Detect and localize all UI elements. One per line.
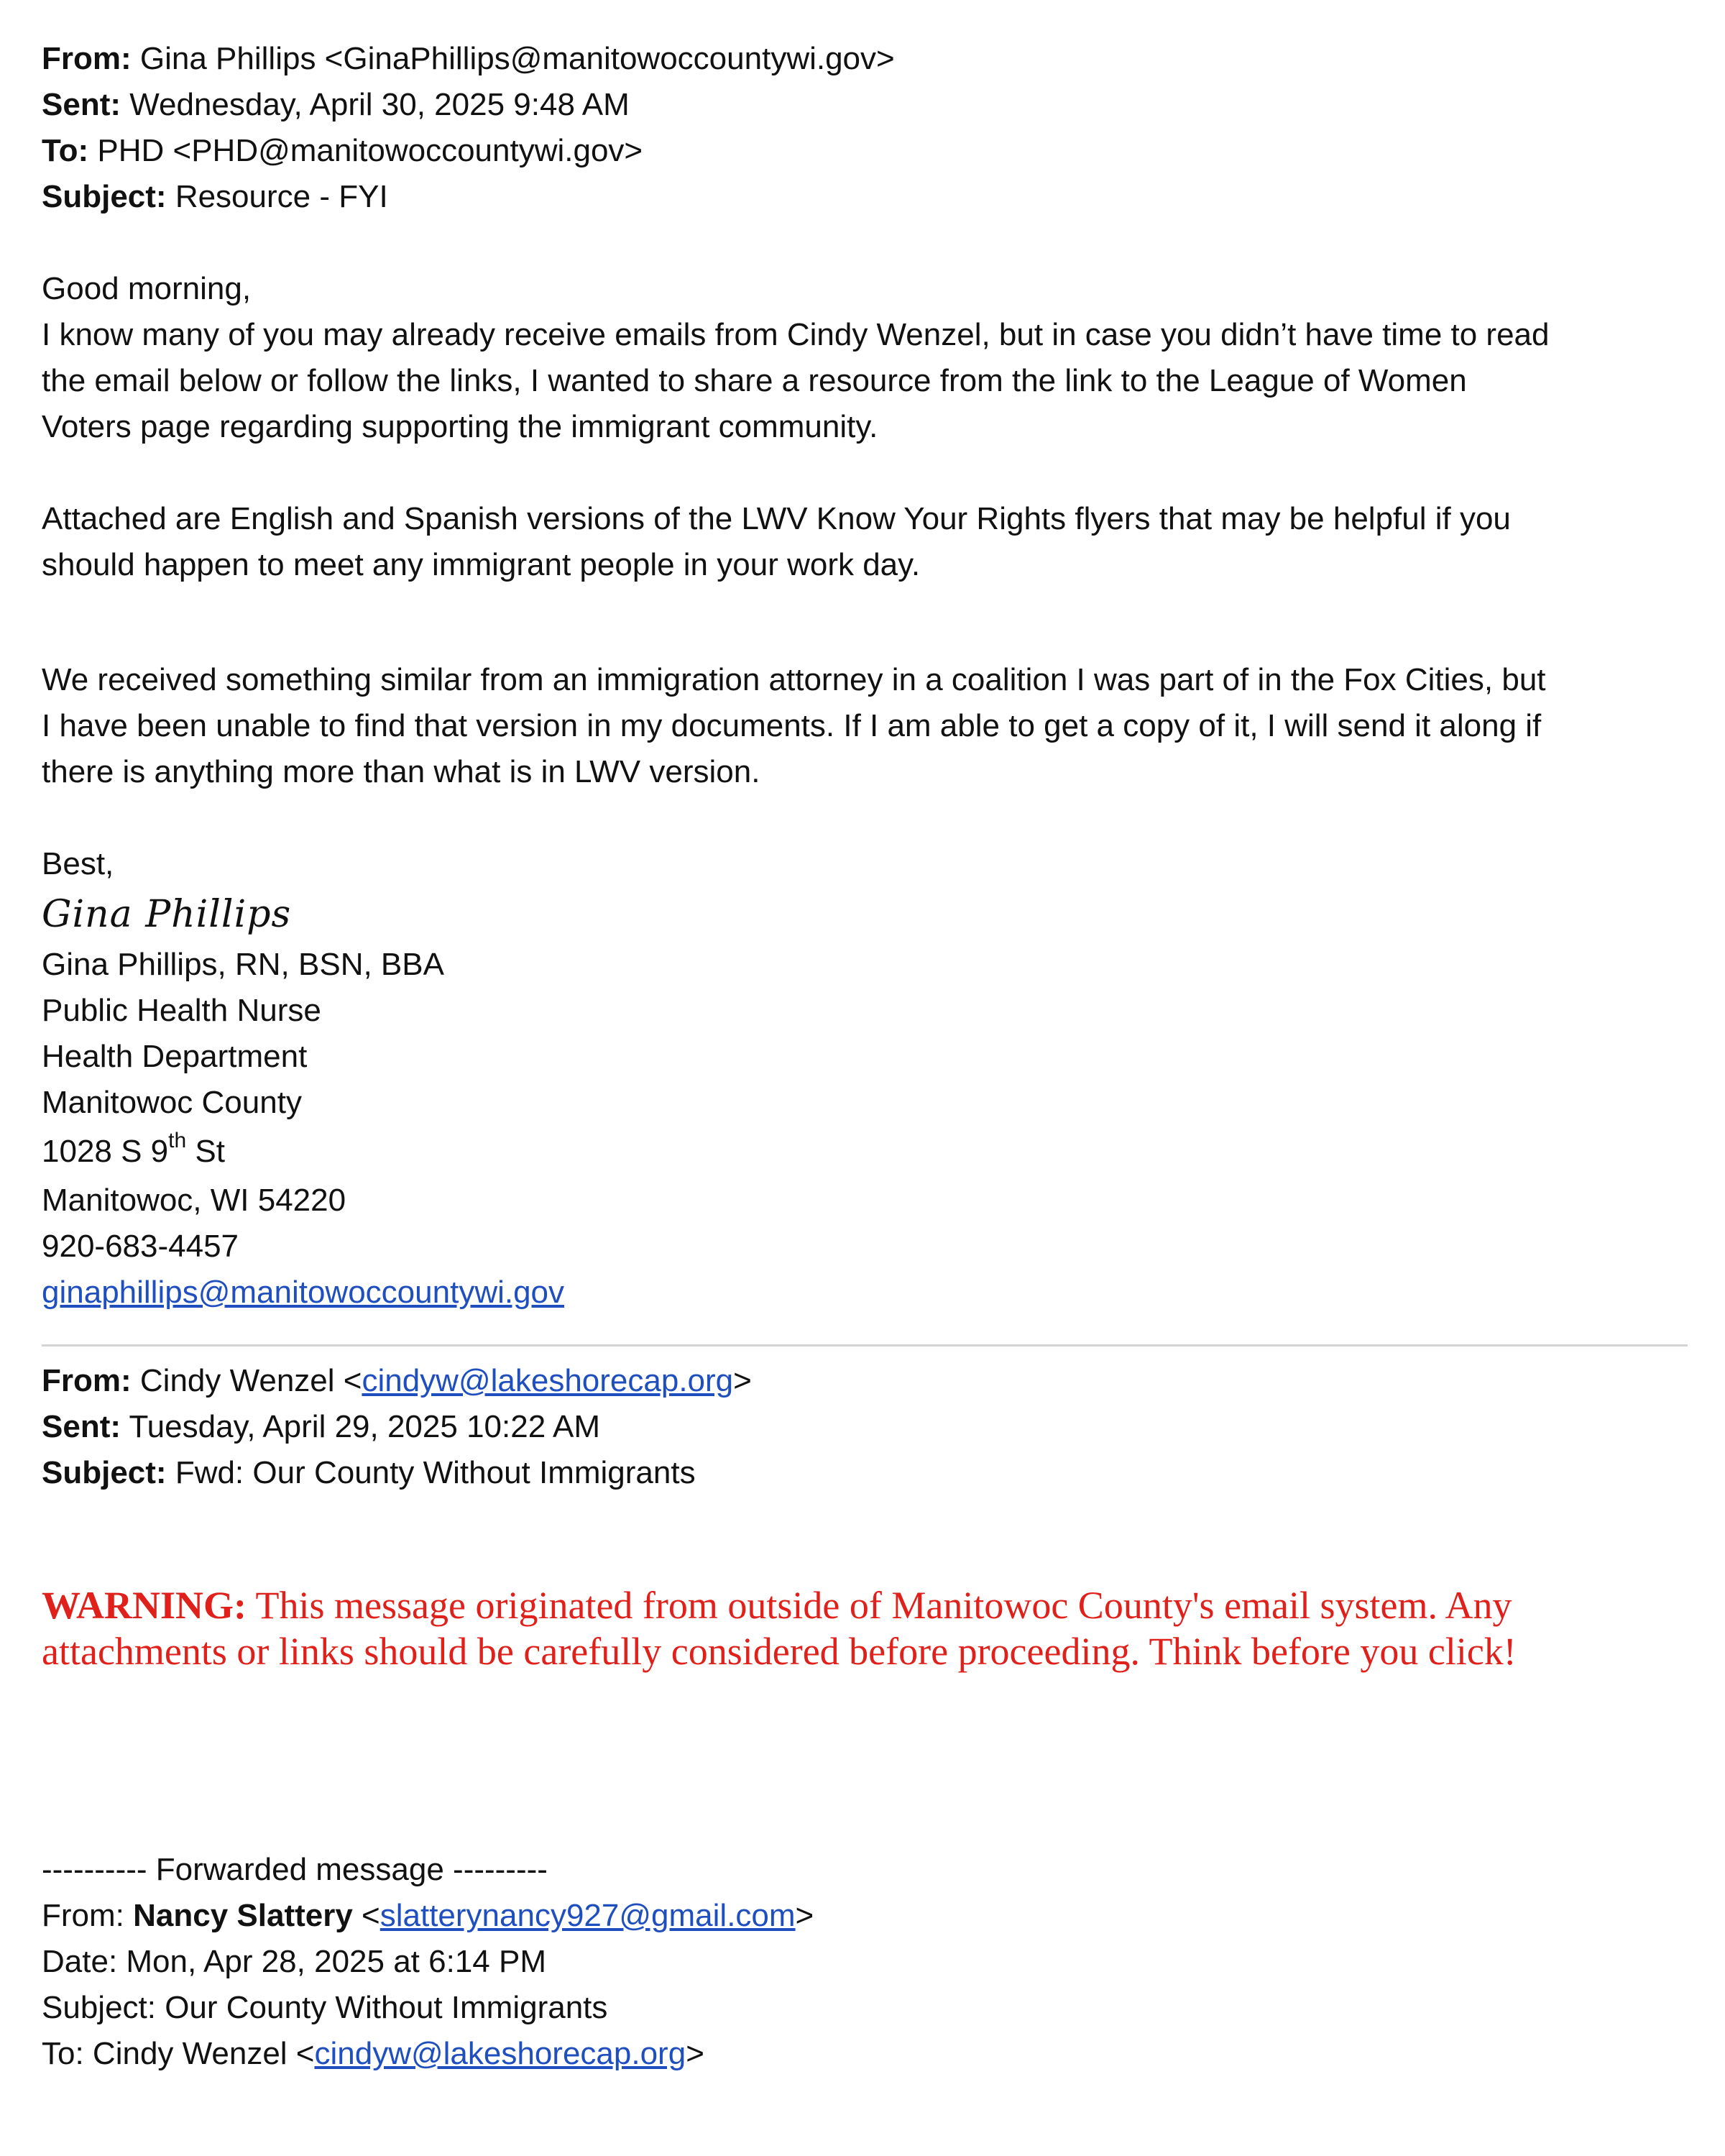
fwd2-from-label: From: — [42, 1898, 134, 1933]
signature-block — [42, 887, 1688, 1316]
body-paragraph-2-line-1: Attached are English and Spanish versions of the LWV Know Your Rights flyers that may be helpful if you — [42, 501, 1511, 536]
signature-name: Gina Phillips, RN, BSN, BBA — [42, 947, 444, 982]
body-paragraph-2-line-2: should happen to meet any immigrant people in your work day. — [42, 547, 921, 582]
fwd1-sent-line — [42, 1404, 1688, 1450]
warning-line-1 — [42, 1582, 1688, 1628]
forwarded-message-separator: ---------- Forwarded message --------- — [42, 1852, 548, 1887]
warning-text-1: This message originated from outside of Manitowoc County's email system. Any — [255, 1584, 1512, 1627]
forwarded-header-1 — [42, 1358, 1688, 1496]
fwd1-sent-label: Sent: — [42, 1409, 121, 1444]
fwd2-from-line — [42, 1893, 1688, 1939]
to-label: To: — [42, 133, 89, 168]
fwd2-to-email-link[interactable]: cindyw@lakeshorecap.org — [314, 2036, 686, 2071]
signature-city: Manitowoc, WI 54220 — [42, 1183, 346, 1218]
handwritten-signature: Gina Phillips — [42, 893, 292, 936]
fwd2-to-close: > — [686, 2036, 704, 2071]
address-superscript: th — [168, 1129, 187, 1153]
fwd2-to-prefix: To: Cindy Wenzel < — [42, 2036, 315, 2071]
forwarded-message-2 — [42, 1847, 1688, 2077]
body-paragraph-1-line-2: the email below or follow the links, I wanted to share a resource from the link to the League of Women — [42, 363, 1467, 398]
fwd2-from-open: < — [352, 1898, 380, 1933]
body-paragraph-3-line-2: I have been unable to find that version in my documents. If I am able to get a copy of it, I will send it along if — [42, 708, 1542, 743]
address-suffix: St — [186, 1134, 225, 1169]
body-paragraph-1-line-3: Voters page regarding supporting the immigrant community. — [42, 409, 878, 444]
fwd1-subject-line — [42, 1450, 1688, 1496]
sent-label: Sent: — [42, 87, 121, 122]
fwd1-from-line — [42, 1358, 1688, 1404]
signature-address — [42, 1126, 1688, 1178]
signature-phone: 920-683-4457 — [42, 1229, 239, 1264]
email-document — [42, 36, 1688, 2077]
fwd2-to-line — [42, 2031, 1688, 2077]
email-header — [42, 36, 1688, 220]
subject-value: Resource - FYI — [175, 179, 388, 214]
message-divider — [42, 1344, 1688, 1347]
greeting: Good morning, — [42, 271, 252, 306]
warning-label: WARNING: — [42, 1584, 247, 1627]
fwd1-from-label: From: — [42, 1363, 132, 1398]
warning-line-2: attachments or links should be carefully considered before proceeding. Think before you click! — [42, 1630, 1517, 1673]
from-line — [42, 36, 1688, 82]
fwd2-from-email-link[interactable]: slatterynancy927@gmail.com — [380, 1898, 796, 1933]
external-email-warning — [42, 1582, 1688, 1674]
fwd2-subject-line: Subject: Our County Without Immigrants — [42, 1990, 608, 2025]
signature-title: Public Health Nurse — [42, 993, 321, 1028]
signature-email-link[interactable]: ginaphillips@manitowoccountywi.gov — [42, 1275, 565, 1310]
body-paragraph-1-line-1: I know many of you may already receive emails from Cindy Wenzel, but in case you didn’t have time to read — [42, 317, 1550, 352]
fwd1-subject-label: Subject: — [42, 1455, 167, 1490]
fwd1-sent-value: Tuesday, April 29, 2025 10:22 AM — [129, 1409, 600, 1444]
subject-label: Subject: — [42, 179, 167, 214]
address-prefix: 1028 S 9 — [42, 1134, 169, 1169]
body-paragraph-3-line-1: We received something similar from an immigration attorney in a coalition I was part of in the Fox Cities, but — [42, 662, 1546, 697]
closing: Best, — [42, 846, 114, 881]
sent-line — [42, 82, 1688, 128]
to-line — [42, 128, 1688, 174]
body-paragraph-3-line-3: there is anything more than what is in LWV version. — [42, 754, 760, 789]
signature-county: Manitowoc County — [42, 1085, 302, 1120]
subject-line — [42, 174, 1688, 220]
signature-department: Health Department — [42, 1039, 308, 1074]
fwd2-from-close: > — [795, 1898, 814, 1933]
sent-value: Wednesday, April 30, 2025 9:48 AM — [129, 87, 630, 122]
from-value: Gina Phillips <GinaPhillips@manitowoccountywi.gov> — [139, 41, 895, 76]
fwd2-date-line: Date: Mon, Apr 28, 2025 at 6:14 PM — [42, 1944, 546, 1979]
to-value: PHD <PHD@manitowoccountywi.gov> — [97, 133, 643, 168]
fwd1-from-email-link[interactable]: cindyw@lakeshorecap.org — [362, 1363, 734, 1398]
fwd1-from-name: Cindy Wenzel < — [139, 1363, 362, 1398]
fwd1-subject-value: Fwd: Our County Without Immigrants — [175, 1455, 696, 1490]
fwd1-from-close: > — [733, 1363, 752, 1398]
fwd2-from-name: Nancy Slattery — [133, 1898, 353, 1933]
from-label: From: — [42, 41, 132, 76]
email-body — [42, 266, 1688, 887]
